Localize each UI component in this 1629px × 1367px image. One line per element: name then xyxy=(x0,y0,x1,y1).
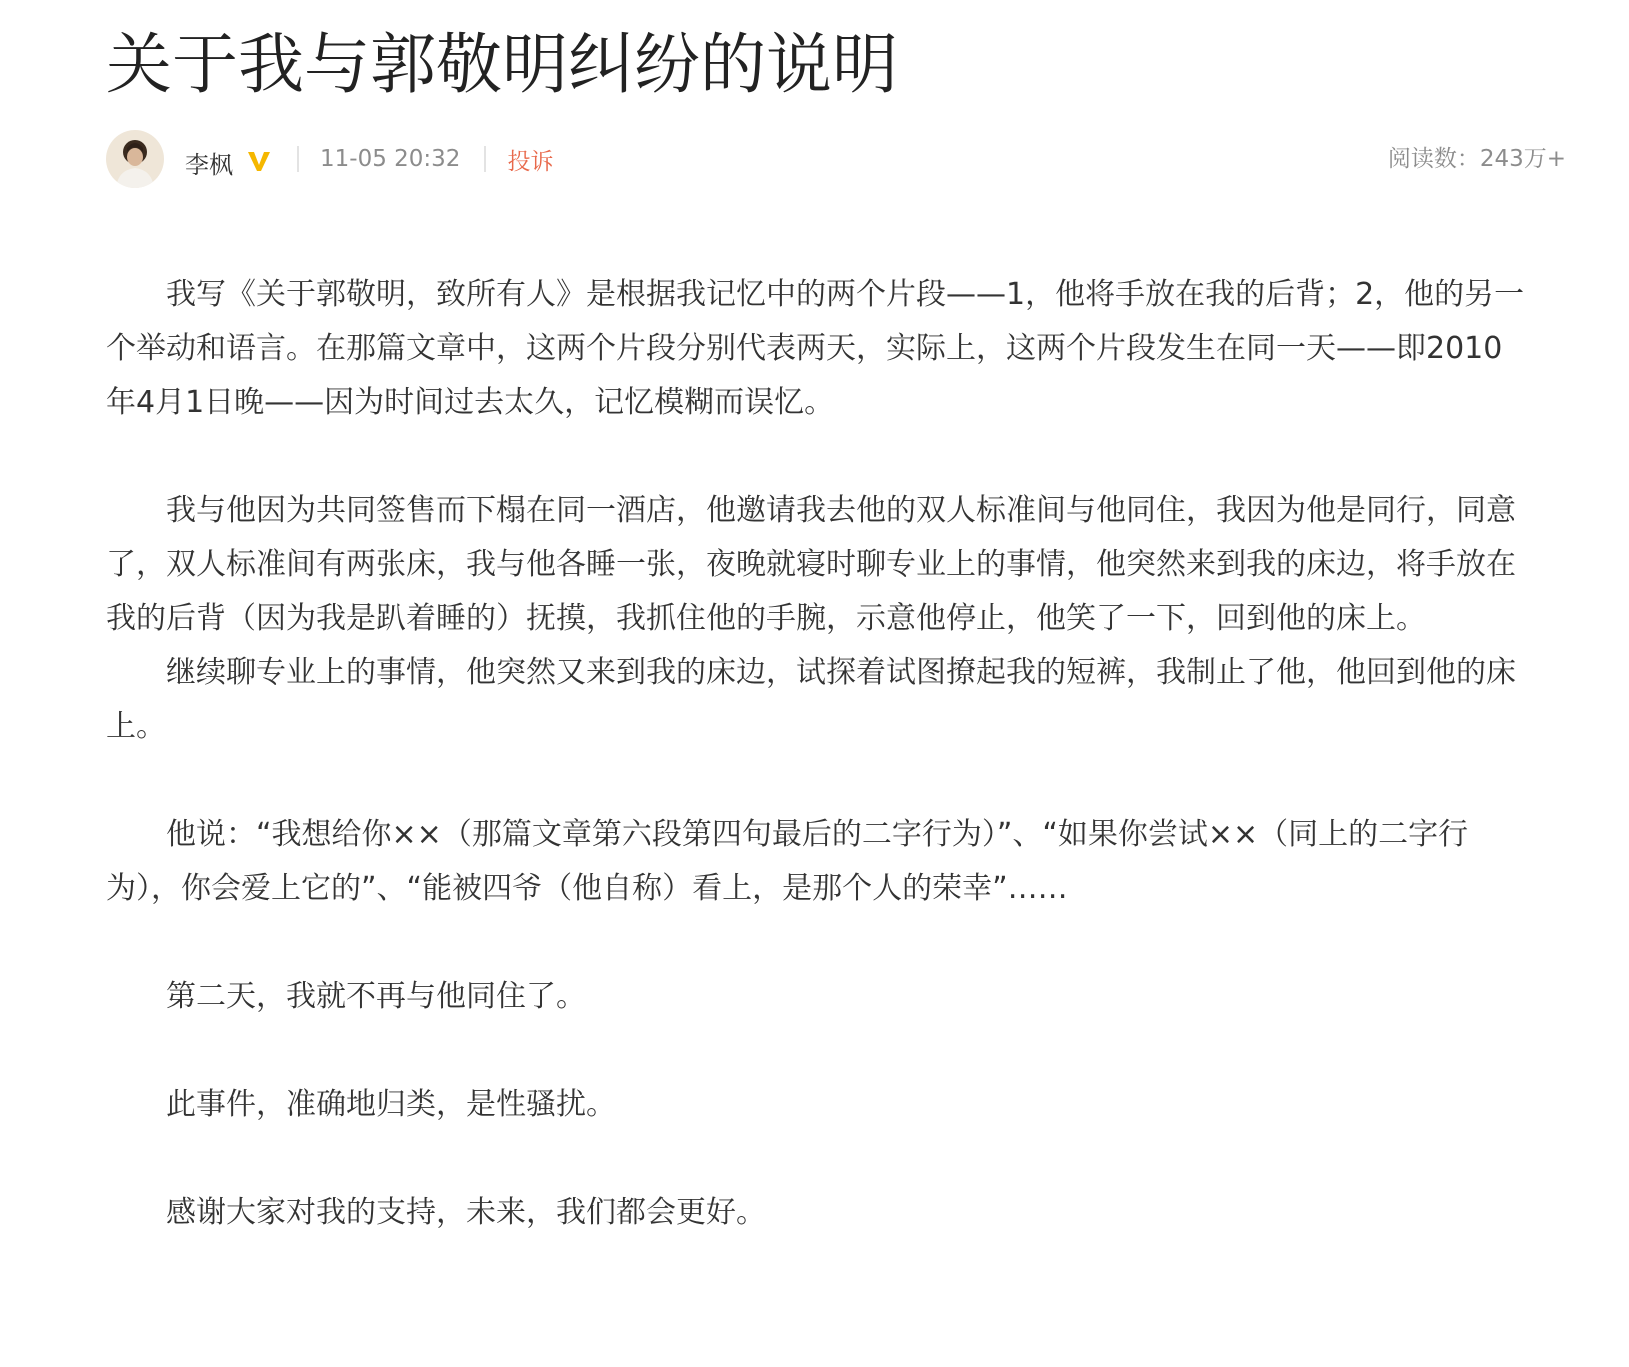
read-count: 阅读数：243万+ xyxy=(1387,146,1566,172)
paragraph: 我写《关于郭敬明，致所有人》是根据我记忆中的两个片段——1，他将手放在我的后背；2，他的另一个举动和语言。在那篇文章中，这两个片段分别代表两天，实际上，这两个片段发生在同一天——即2010年4月1日晚——因为时间过去太久，记忆模糊而误忆。 xyxy=(106,277,1525,420)
paragraph: 他说：“我想给你××（那篇文章第六段第四句最后的二字行为）”、“如果你尝试××（同上的二字行为），你会爱上它的”、“能被四爷（他自称）看上，是那个人的荣幸”…… xyxy=(106,817,1469,906)
report-link[interactable]: 投诉 xyxy=(507,148,554,175)
paragraph: 此事件，准确地归类，是性骚扰。 xyxy=(166,1087,616,1122)
paragraph: 继续聊专业上的事情，他突然又来到我的床边，试探着试图撩起我的短裤，我制止了他，他回到他的床上。 xyxy=(106,655,1516,744)
paragraph: 感谢大家对我的支持，未来，我们都会更好。 xyxy=(166,1195,766,1230)
meta-divider xyxy=(297,146,299,172)
article-meta xyxy=(106,130,1566,188)
article xyxy=(106,0,1566,1240)
avatar-photo-icon xyxy=(106,130,164,188)
article-body xyxy=(106,268,1526,1240)
meta-divider xyxy=(484,146,486,172)
author-avatar[interactable] xyxy=(106,130,164,188)
paragraph: 第二天，我就不再与他同住了。 xyxy=(166,979,586,1014)
author-name[interactable]: 李枫 xyxy=(185,150,233,179)
verified-v-icon xyxy=(245,147,273,175)
article-title: 关于我与郭敬明纠纷的说明 xyxy=(106,26,898,103)
paragraph: 我与他因为共同签售而下榻在同一酒店，他邀请我去他的双人标准间与他同住，我因为他是同行，同意了，双人标准间有两张床，我与他各睡一张，夜晚就寝时聊专业上的事情，他突然来到我的床边，将手放在我的后背（因为我是趴着睡的）抚摸，我抓住他的手腕，示意他停止，他笑了一下，回到他的床上。 xyxy=(106,493,1516,636)
publish-date: 11-05 20:32 xyxy=(320,146,461,172)
